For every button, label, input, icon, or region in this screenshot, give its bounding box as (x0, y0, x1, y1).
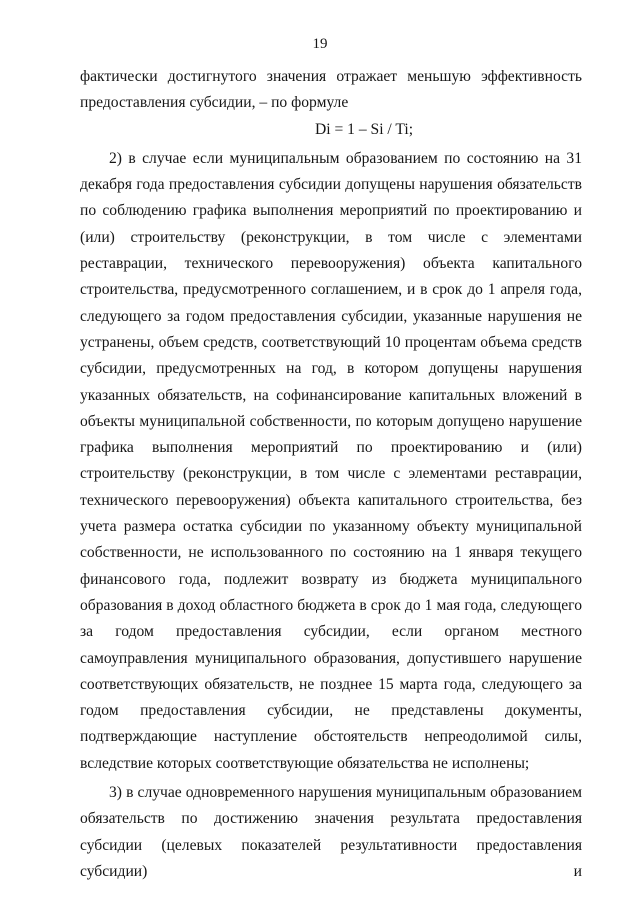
paragraph-item-3: 3) в случае одновременного нарушения муниципальным образованием обязательств по достижению значения результата предоставления субсидии (целевых показателей результативности предоставления субсидии) и (80, 784, 582, 880)
paragraph-continuation: фактически достигнутого значения отражает меньшую эффективность предоставления субсидии, – по формуле (80, 68, 582, 112)
paragraph-item-2: 2) в случае если муниципальным образованием по состоянию на 31 декабря года предоставления субсидии допущены нарушения обязательств по соблюдению графика выполнения мероприятий по проектированию и (или) строительству (реконструкции, в том числе с элементами реставрации, технического перевооружения) объекта капитального строительства, предусмотренного соглашением, и в срок до 1 апреля года, следующего за годом предоставления субсидии, указанные нарушения не устранены, объем средств, соответствующий 10 процентам объема средств субсидии, предусмотренных на год, в котором допущены нарушения указанных обязательств, на софинансирование капитальных вложений в объекты муниципальной собственности, по которым допущено нарушение графика выполнения мероприятий по проектированию и (или) строительству (реконструкции, в том числе с элементами реставрации, технического перевооружения) объекта капитального строительства, без учета размера остатка субсидии по указанному объекту муниципальной собственности, не использованного по состоянию на 1 января текущего финансового года, подлежит возврату из бюджета муниципального образования в доход областного бюджета в срок до 1 мая года, следующего за годом предоставления субсидии, если органом местного самоуправления муниципального образования, допустившего нарушение соответствующих обязательств, не позднее 15 марта года, следующего за годом предоставления субсидии, не представлены документы, подтверждающие наступление обстоятельств непреодолимой силы, вследствие которых соответствующие обязательства не исполнены; (80, 149, 582, 772)
formula: Di = 1 – Si / Ti; (314, 120, 414, 138)
document-body (80, 64, 582, 885)
page-number: 19 (312, 36, 328, 52)
